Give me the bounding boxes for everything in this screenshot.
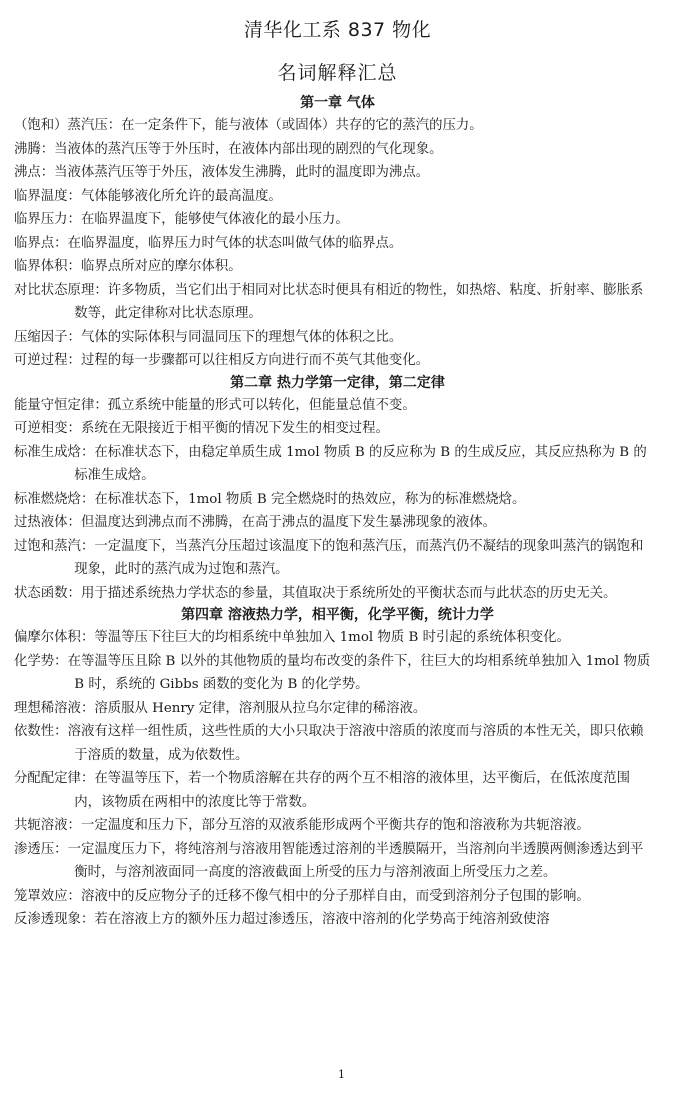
glossary-term: 标准燃烧焓： xyxy=(14,491,95,507)
glossary-definition: 在等温等压下，若一个物质溶解在共存的两个互不相溶的液体里，达平衡后，在低浓度范围内，该物质在两相中的浓度比等于常数。 xyxy=(74,771,630,810)
glossary-entry xyxy=(14,814,653,838)
glossary-entry xyxy=(14,838,653,885)
glossary-entry xyxy=(14,208,653,232)
page-number: 1 xyxy=(338,1068,345,1081)
glossary-term: 临界体积： xyxy=(14,259,81,274)
glossary-entry xyxy=(14,511,653,535)
glossary-term: 化学势： xyxy=(14,653,68,669)
glossary-definition: 用于描述系统热力学状态的参量，其值取决于系统所处的平衡状态而与此状态的历史无关。 xyxy=(80,585,617,601)
glossary-term: 反渗透现象： xyxy=(14,912,95,927)
glossary-entry xyxy=(14,626,653,650)
glossary-definition: 临界点所对应的摩尔体积。 xyxy=(80,259,242,274)
glossary-definition: 在标准状态下，由稳定单质生成 1mol 物质 B 的反应称为 B 的生成反应，其反应热称为 B 的标准生成焓。 xyxy=(74,444,647,483)
glossary-entry xyxy=(14,326,653,350)
glossary-term: 可逆相变： xyxy=(14,421,81,436)
glossary-term: 压缩因子： xyxy=(14,329,81,345)
glossary-term: 能量守恒定律： xyxy=(14,397,108,413)
glossary-term: 沸腾： xyxy=(14,141,55,157)
document-title: 清华化工系 837 物化 xyxy=(243,19,432,41)
glossary-entry xyxy=(14,255,653,279)
glossary-definition: 一定温度压力下，将纯溶剂与溶液用智能透过溶剂的半透膜隔开，当溶剂向半透膜两侧渗透达到平衡时，与溶剂液面同一高度的溶液截面上所受的压力与溶剂液面上所受压力之差。 xyxy=(67,841,644,880)
glossary-term: 依数性： xyxy=(14,724,68,739)
glossary-term: （饱和）蒸汽压： xyxy=(14,118,122,133)
glossary-definition: 当液体的蒸汽压等于外压时，在液体内部出现的剧烈的气化现象。 xyxy=(54,141,443,157)
glossary-entry xyxy=(14,582,653,606)
glossary-definition: 气体的实际体积与同温同压下的理想气体的体积之比。 xyxy=(80,329,403,345)
glossary-term: 笼罩效应： xyxy=(14,888,81,904)
chapter-heading: 第四章 溶液热力学，相平衡，化学平衡，统计力学 xyxy=(181,607,494,623)
glossary-entry xyxy=(14,650,653,697)
glossary-definition: 溶质服从 Henry 定律，溶剂服从拉乌尔定律的稀溶液。 xyxy=(94,700,427,716)
document-body xyxy=(14,93,653,932)
glossary-entry xyxy=(14,441,653,488)
glossary-term: 共轭溶液： xyxy=(14,818,81,833)
glossary-definition: 在一定条件下，能与液体（或固体）共存的它的蒸汽的压力。 xyxy=(121,118,483,133)
glossary-entry xyxy=(14,885,653,909)
glossary-entry xyxy=(14,697,653,721)
glossary-definition: 等温等压下往巨大的均相系统中单独加入 1mol 物质 B 时引起的系统体积变化。 xyxy=(94,630,570,645)
glossary-definition: 在等温等压且除 B 以外的其他物质的量均布改变的条件下，往巨大的均相系统单独加入 1mol 物质 B 时，系统的 Gibbs 函数的变化为 B 的化学势。 xyxy=(67,653,651,692)
glossary-term: 临界点： xyxy=(14,235,68,251)
glossary-entry xyxy=(14,349,653,373)
glossary-term: 临界温度： xyxy=(14,188,81,204)
glossary-term: 过饱和蒸汽： xyxy=(14,538,95,554)
glossary-entry xyxy=(14,232,653,256)
glossary-definition: 溶液中的反应物分子的迁移不像气相中的分子那样自由，而受到溶剂分子包围的影响。 xyxy=(80,888,590,904)
glossary-term: 沸点： xyxy=(14,165,55,180)
chapter-heading: 第一章 气体 xyxy=(300,95,375,111)
glossary-entry xyxy=(14,535,653,582)
glossary-definition: 一定温度和压力下，部分互溶的双液系能形成两个平衡共存的饱和溶液称为共轭溶液。 xyxy=(80,818,590,833)
glossary-entry xyxy=(14,394,653,418)
glossary-entry xyxy=(14,720,653,767)
glossary-definition: 系统在无限接近于相平衡的情况下发生的相变过程。 xyxy=(80,421,389,436)
glossary-term: 可逆过程： xyxy=(14,353,81,368)
glossary-definition: 气体能够液化所允许的最高温度。 xyxy=(80,188,282,204)
glossary-term: 临界压力： xyxy=(14,212,81,227)
glossary-term: 对比状态原理： xyxy=(14,282,108,298)
glossary-definition: 溶液有这样一组性质，这些性质的大小只取决于溶液中溶质的浓度而与溶质的本性无关，即只依赖于溶质的数量，成为依数性。 xyxy=(67,724,644,763)
glossary-entry xyxy=(14,417,653,441)
glossary-term: 分配配定律： xyxy=(14,771,95,786)
glossary-definition: 在临界温度，临界压力时气体的状态叫做气体的临界点。 xyxy=(67,235,403,251)
glossary-term: 状态函数： xyxy=(14,585,81,601)
glossary-entry xyxy=(14,908,653,932)
glossary-term: 标准生成焓： xyxy=(14,444,95,460)
glossary-definition: 许多物质，当它们出于相同对比状态时便具有相近的物性，如热熔、粘度、折射率、膨胀系数等，此定律称对比状态原理。 xyxy=(74,282,644,321)
glossary-term: 理想稀溶液： xyxy=(14,700,95,716)
glossary-entry xyxy=(14,161,653,185)
glossary-definition: 在标准状态下，1mol 物质 B 完全燃烧时的热效应，称为的标准燃烧焓。 xyxy=(94,491,526,507)
glossary-definition: 过程的每一步骤都可以往相反方向进行而不英气其他变化。 xyxy=(80,353,430,368)
glossary-term: 渗透压： xyxy=(14,841,68,857)
glossary-definition: 在临界温度下，能够使气体液化的最小压力。 xyxy=(80,212,349,227)
glossary-entry xyxy=(14,114,653,138)
glossary-entry xyxy=(14,488,653,512)
glossary-term: 过热液体： xyxy=(14,515,81,530)
glossary-definition: 当液体蒸汽压等于外压，液体发生沸腾，此时的温度即为沸点。 xyxy=(54,165,430,180)
glossary-term: 偏摩尔体积： xyxy=(14,630,95,645)
glossary-definition: 孤立系统中能量的形式可以转化，但能量总值不变。 xyxy=(107,397,416,413)
glossary-definition: 一定温度下，当蒸汽分压超过该温度下的饱和蒸汽压，而蒸汽仍不凝结的现象叫蒸汽的锅饱和现象，此时的蒸汽成为过饱和蒸汽。 xyxy=(74,538,644,577)
glossary-entry xyxy=(14,767,653,814)
document-subtitle: 名词解释汇总 xyxy=(277,62,398,84)
glossary-definition: 若在溶液上方的额外压力超过渗透压，溶液中溶剂的化学势高于纯溶剂致使溶 xyxy=(94,912,550,927)
glossary-entry xyxy=(14,138,653,162)
glossary-definition: 但温度达到沸点而不沸腾，在高于沸点的温度下发生暴沸现象的液体。 xyxy=(80,515,497,530)
glossary-entry xyxy=(14,279,653,326)
chapter-heading: 第二章 热力学第一定律，第二定律 xyxy=(230,374,445,391)
glossary-entry xyxy=(14,185,653,209)
